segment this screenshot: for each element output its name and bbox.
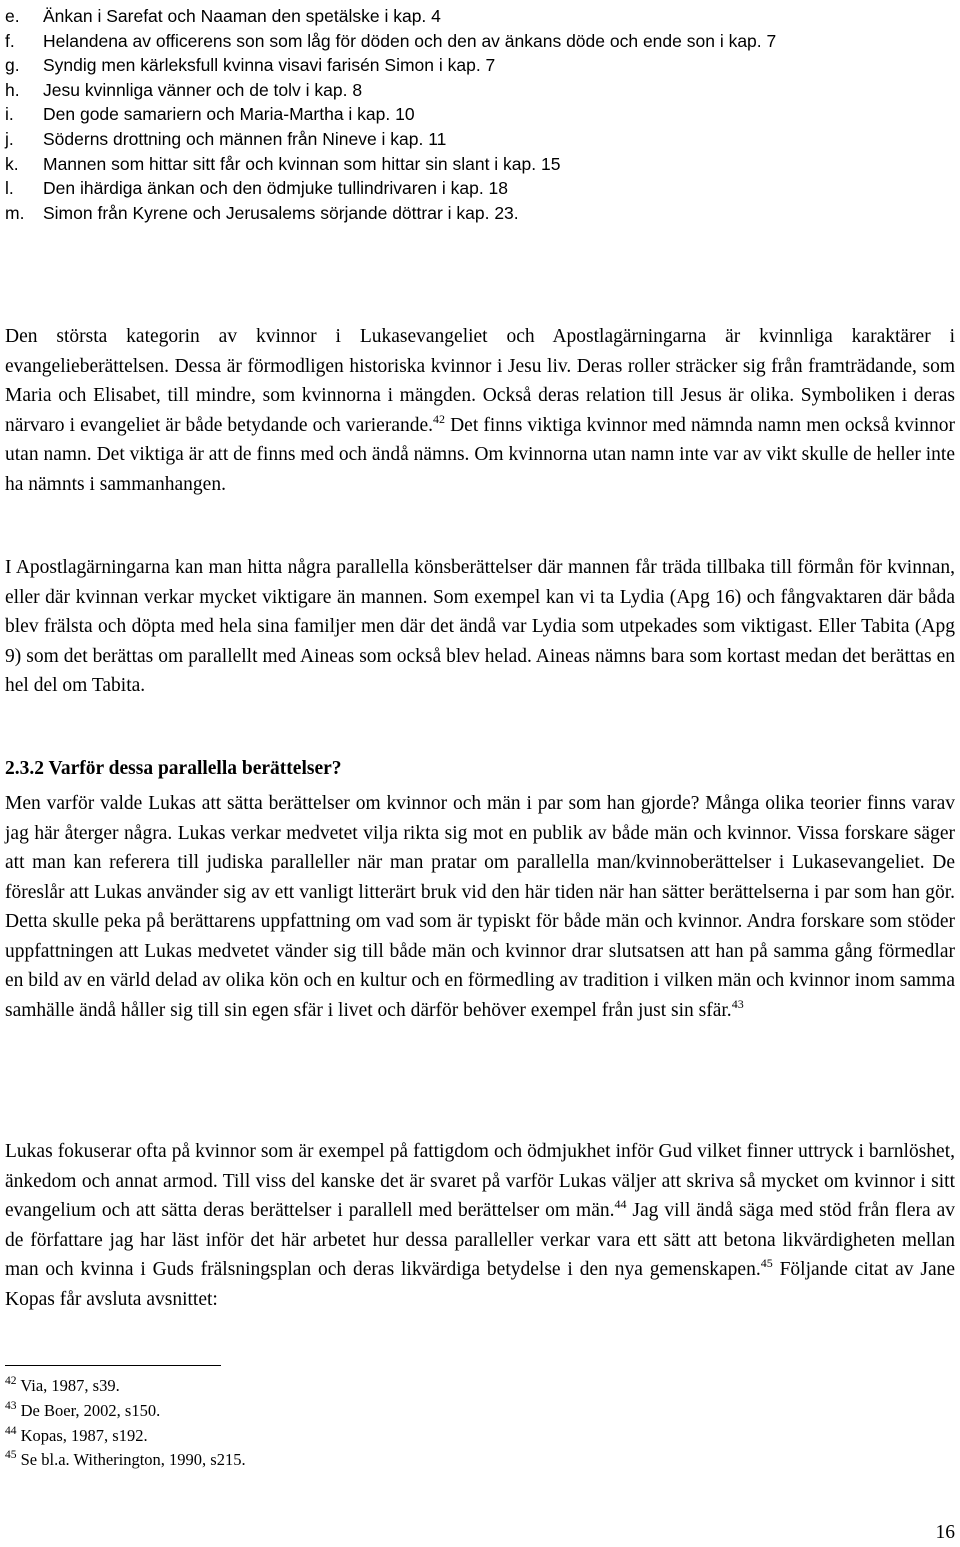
list-item [5,201,955,226]
footnote: $^{42}$ Via, 1987, s39. [5,1375,120,1395]
list-marker: h. [5,79,20,100]
list-marker: g. [5,55,20,76]
footnote-ref[interactable]: 44 [614,1197,627,1211]
page-number: 16 [935,1522,955,1543]
paragraph-women-categories: Den största kategorin av kvinnor i Lukasevangeliet och Apostlagärningarna är kvinnliga karaktärer i evangelieberättelsen. Dessa är förmodligen historiska kvinnor i Jesu liv. Deras roller sträcker sig från framträdande, som Maria och Elisabet, till mindre, som kvinnorna i mängden. Också deras relation till Jesus är olika. Symboliken i deras närvaro i evangeliet är både betydande och varierande.$^{42}$ Det finns viktiga kvinnor med nämnda namn men också kvinnor utan namn. Det viktiga är att de finns med och ändå nämns. Om kvinnorna utan namn inte var av vikt skulle de heller inte ha nämnts i sammanhangen. [5,326,955,495]
list-item [5,102,955,127]
list-marker: i. [5,104,14,125]
list-item-text: Den gode samariern och Maria-Martha i kap. 10 [43,104,415,125]
footnote-divider [5,1365,221,1366]
list-item [5,152,955,177]
list-item [5,78,955,103]
list-marker: k. [5,153,19,174]
story-list [5,4,955,225]
footnote-ref[interactable]: 43 [731,996,744,1011]
list-item [5,29,955,54]
list-marker: e. [5,6,20,26]
list-marker: j. [5,128,14,149]
list-item-text: Syndig men kärleksfull kvinna visavi farisén Simon i kap. 7 [43,55,496,76]
list-marker: m. [5,202,25,223]
paragraph-why-parallels: Men varför valde Lukas att sätta berättelser om kvinnor och män i par som han gjorde? Många olika teorier finns varav jag här återger några. Lukas verkar medvetet vilja rikta sig mot en publik av både män och kvinnor. Vissa forskare säger att man kan referera till judiska paralleller när man pratar om parallella man/kvinnoberättelser i Lukasevangeliet. De föreslår att Lukas använder sig av ett vanligt litterärt bruk vid den här tiden när han sätter berättelserna i par som han gör. Detta skulle peka på berättarens uppfattning om vad som är typiskt för både män och kvinnor. Andra forskare som stöder uppfattningen att Lukas medvetet vänder sig till både män och kvinnor drar slutsatsen att han på samma gång förmedlar en bild av en värld delad av olika kön och en kultur och en förmedling av tradition i vilken män och kvinnor inom samma samhälle ändå håller sig till sin egen sfär i livet och därför behöver exempel från just sin sfär.$^{43}$ [5,793,955,1021]
list-item-text: Jesu kvinnliga vänner och de tolv i kap. 8 [43,79,363,100]
list-item-text: Mannen som hittar sitt får och kvinnan som hittar sin slant i kap. 15 [43,153,561,174]
footnote: $^{43}$ De Boer, 2002, s150. [5,1399,161,1420]
footnote: $^{44}$ Kopas, 1987, s192. [5,1424,148,1445]
section-heading: 2.3.2 Varför dessa parallella berättelser? [5,758,342,779]
footnote: $^{45}$ Se bl.a. Witherington, 1990, s215. [5,1449,246,1470]
list-item-text: Helandena av officerens son som låg för döden och den av änkans döde och ende son i kap. 7 [43,30,777,51]
paragraph-poverty-humility: Lukas fokuserar ofta på kvinnor som är exempel på fattigdom och ödmjukhet inför Gud vilket finner uttryck i barnlöshet, änkedom och annat armod. Till viss del kanske det är svaret på varför Lukas väljer att skriva så mycket om kvinnor i sitt evangelium och att sätta deras berättelser i parallell med berättelser om män.$^{44}$ Jag vill ändå säga med stöd från flera av de författare jag har läst inför det här arbetet hur dessa paralleller verkar vara ett sätt att betona likvärdigheten mellan man och kvinna i Guds frälsningsplan och deras likvärdiga betydelse i den nya gemenskapen.$^{45}$ Följande citat av Jane Kopas får avsluta avsnittet: [5,1141,955,1310]
list-item-text: Änkan i Sarefat och Naaman den spetälske i kap. 4 [43,6,441,26]
list-item [5,4,955,29]
list-marker: l. [5,178,14,199]
list-marker: f. [5,30,15,51]
list-item [5,176,955,201]
list-item [5,127,955,152]
footnote-ref[interactable]: 42 [433,411,446,426]
list-item-text: Söderns drottning och männen från Nineve i kap. 11 [43,128,447,149]
list-item [5,53,955,78]
footnotes [5,1374,246,1473]
list-item-text: Simon från Kyrene och Jerusalems sörjande döttrar i kap. 23. [43,202,519,223]
list-item-text: Den ihärdiga änkan och den ödmjuke tullindrivaren i kap. 18 [43,178,509,199]
footnote-ref[interactable]: 45 [760,1256,773,1270]
paragraph-acts-parallels: I Apostlagärningarna kan man hitta några parallella könsberättelser där mannen får träda tillbaka till förmån för kvinnan, eller där kvinnan verkar mycket viktigare än mannen. Som exempel kan vi ta Lydia (Apg 16) och fångvaktaren där båda blev frälsta och döpta med hela sina familjer men där det ändå var Lydia som utpekades som viktigast. Eller Tabita (Apg 9) som det berättas om parallellt med Aineas som också blev helad. Aineas nämns bara som kortast medan det berättas en hel del om Tabita. [5,557,955,696]
